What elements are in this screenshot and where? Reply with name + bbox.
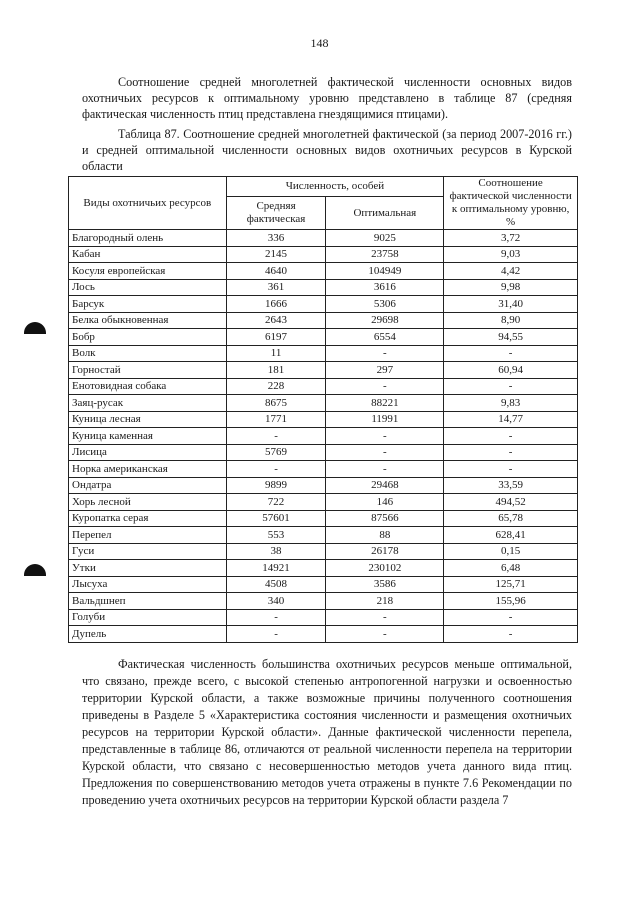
average-count-cell: 340 (226, 593, 326, 610)
species-cell: Куропатка серая (69, 510, 227, 527)
species-cell: Лисица (69, 444, 227, 461)
optimal-count-cell: 9025 (326, 230, 444, 247)
average-count-cell: 2643 (226, 312, 326, 329)
average-count-cell: 38 (226, 543, 326, 560)
ratio-cell: 9,83 (444, 395, 578, 412)
average-count-cell: - (226, 626, 326, 643)
species-cell: Кабан (69, 246, 227, 263)
table-row (69, 560, 578, 577)
optimal-count-cell: 104949 (326, 263, 444, 280)
ratio-cell: 4,42 (444, 263, 578, 280)
species-cell: Вальдшнеп (69, 593, 227, 610)
optimal-count-cell: - (326, 345, 444, 362)
average-count-cell: 8675 (226, 395, 326, 412)
table-row (69, 461, 578, 478)
ratio-cell: 14,77 (444, 411, 578, 428)
ratio-cell: - (444, 345, 578, 362)
optimal-count-cell: 146 (326, 494, 444, 511)
average-count-cell: 11 (226, 345, 326, 362)
optimal-count-cell: 11991 (326, 411, 444, 428)
optimal-count-cell: - (326, 428, 444, 445)
ratio-cell: - (444, 461, 578, 478)
species-cell: Куница каменная (69, 428, 227, 445)
table-row (69, 593, 578, 610)
optimal-count-cell: 3586 (326, 576, 444, 593)
ratio-cell: 94,55 (444, 329, 578, 346)
species-cell: Голуби (69, 609, 227, 626)
table-row (69, 626, 578, 643)
average-count-cell: 14921 (226, 560, 326, 577)
ratio-cell: 9,98 (444, 279, 578, 296)
ratio-cell: 0,15 (444, 543, 578, 560)
optimal-count-cell: 26178 (326, 543, 444, 560)
table-row (69, 362, 578, 379)
species-cell: Утки (69, 560, 227, 577)
average-count-cell: 5769 (226, 444, 326, 461)
optimal-count-cell: 5306 (326, 296, 444, 313)
average-count-cell: 6197 (226, 329, 326, 346)
species-cell: Лысуха (69, 576, 227, 593)
ratio-cell: 125,71 (444, 576, 578, 593)
table-row (69, 263, 578, 280)
species-cell: Дупель (69, 626, 227, 643)
header-ratio: Соотношение фактической численности к оптимальному уровню, % (444, 177, 578, 230)
species-cell: Барсук (69, 296, 227, 313)
table-row (69, 296, 578, 313)
average-count-cell: 553 (226, 527, 326, 544)
optimal-count-cell: 297 (326, 362, 444, 379)
ratio-cell: - (444, 378, 578, 395)
optimal-count-cell: - (326, 609, 444, 626)
ratio-cell: 8,90 (444, 312, 578, 329)
table-row (69, 477, 578, 494)
table-row (69, 329, 578, 346)
intro-paragraph: Соотношение средней многолетней фактической численности основных видов охотничьих ресурсов к оптимальному уровню представлено в таблице 87 (средняя фактическая численность птиц представлена гнездящимися птицами). (82, 75, 572, 122)
average-count-cell: - (226, 609, 326, 626)
average-count-cell: 9899 (226, 477, 326, 494)
species-cell: Бобр (69, 329, 227, 346)
optimal-count-cell: - (326, 626, 444, 643)
table-row (69, 312, 578, 329)
average-count-cell: 4640 (226, 263, 326, 280)
table-row (69, 510, 578, 527)
optimal-count-cell: 29468 (326, 477, 444, 494)
header-optimal: Оптимальная (326, 197, 444, 230)
optimal-count-cell: 88221 (326, 395, 444, 412)
species-cell: Благородный олень (69, 230, 227, 247)
table-row (69, 428, 578, 445)
table-body (69, 230, 578, 643)
table-row (69, 609, 578, 626)
average-count-cell: 361 (226, 279, 326, 296)
species-cell: Хорь лесной (69, 494, 227, 511)
table-row (69, 395, 578, 412)
species-table (68, 176, 578, 643)
ratio-cell: 9,03 (444, 246, 578, 263)
species-cell: Волк (69, 345, 227, 362)
ratio-cell: 6,48 (444, 560, 578, 577)
ratio-cell: - (444, 444, 578, 461)
optimal-count-cell: - (326, 444, 444, 461)
species-cell: Заяц-русак (69, 395, 227, 412)
page-number: 148 (310, 36, 329, 50)
header-count-group: Численность, особей (226, 177, 444, 197)
table-row (69, 576, 578, 593)
table-caption: Таблица 87. Соотношение средней многолетней фактической (за период 2007-2016 гг.) и средней оптимальной численности основных видов охотничьих ресурсов в Курской области (82, 127, 572, 174)
ratio-cell: 155,96 (444, 593, 578, 610)
optimal-count-cell: 3616 (326, 279, 444, 296)
species-cell: Куница лесная (69, 411, 227, 428)
average-count-cell: 722 (226, 494, 326, 511)
average-count-cell: 2145 (226, 246, 326, 263)
table-row (69, 411, 578, 428)
average-count-cell: 336 (226, 230, 326, 247)
table-row (69, 444, 578, 461)
average-count-cell: 228 (226, 378, 326, 395)
ratio-cell: 3,72 (444, 230, 578, 247)
species-cell: Лось (69, 279, 227, 296)
optimal-count-cell: 87566 (326, 510, 444, 527)
species-cell: Косуля европейская (69, 263, 227, 280)
ratio-cell: 33,59 (444, 477, 578, 494)
optimal-count-cell: - (326, 378, 444, 395)
average-count-cell: 57601 (226, 510, 326, 527)
table-row (69, 246, 578, 263)
species-cell: Горностай (69, 362, 227, 379)
optimal-count-cell: - (326, 461, 444, 478)
table-row (69, 345, 578, 362)
optimal-count-cell: 23758 (326, 246, 444, 263)
species-cell: Ондатра (69, 477, 227, 494)
table-row (69, 543, 578, 560)
ratio-cell: 65,78 (444, 510, 578, 527)
binding-hole-mark (24, 564, 46, 576)
header-average: Средняя фактическая (226, 197, 326, 230)
average-count-cell: 181 (226, 362, 326, 379)
table-row (69, 494, 578, 511)
ratio-cell: 494,52 (444, 494, 578, 511)
ratio-cell: - (444, 428, 578, 445)
header-species: Виды охотничьих ресурсов (69, 177, 227, 230)
binding-hole-mark (24, 322, 46, 334)
table-row (69, 378, 578, 395)
average-count-cell: - (226, 428, 326, 445)
optimal-count-cell: 6554 (326, 329, 444, 346)
table-row (69, 279, 578, 296)
optimal-count-cell: 29698 (326, 312, 444, 329)
average-count-cell: 1771 (226, 411, 326, 428)
average-count-cell: 4508 (226, 576, 326, 593)
average-count-cell: 1666 (226, 296, 326, 313)
optimal-count-cell: 218 (326, 593, 444, 610)
species-cell: Перепел (69, 527, 227, 544)
ratio-cell: - (444, 609, 578, 626)
species-cell: Гуси (69, 543, 227, 560)
average-count-cell: - (226, 461, 326, 478)
species-cell: Белка обыкновенная (69, 312, 227, 329)
table-row (69, 230, 578, 247)
ratio-cell: 628,41 (444, 527, 578, 544)
ratio-cell: 31,40 (444, 296, 578, 313)
species-cell: Норка американская (69, 461, 227, 478)
optimal-count-cell: 230102 (326, 560, 444, 577)
table-row (69, 527, 578, 544)
ratio-cell: - (444, 626, 578, 643)
body-paragraph: Фактическая численность большинства охотничьих ресурсов меньше оптимальной, что связано, прежде всего, с высокой степенью антропогенной нагрузки и освоенностью территории Курской области, а также возможные причины полученного соотношения приведены в Разделе 5 «Характеристика состояния численности и размещения охотничьих ресурсов на территории Курской области». Данные фактической численности перепела, представленные в таблице 86, отличаются от реальной численности перепела на территории Курской области, что связано с несовершенностью методов учета данного вида птиц. Предложения по совершенствованию методов учета отражены в пункте 7.6 Рекомендации по проведению учета охотничьих ресурсов на территории Курской области раздела 7 (82, 657, 572, 807)
optimal-count-cell: 88 (326, 527, 444, 544)
species-cell: Енотовидная собака (69, 378, 227, 395)
ratio-cell: 60,94 (444, 362, 578, 379)
